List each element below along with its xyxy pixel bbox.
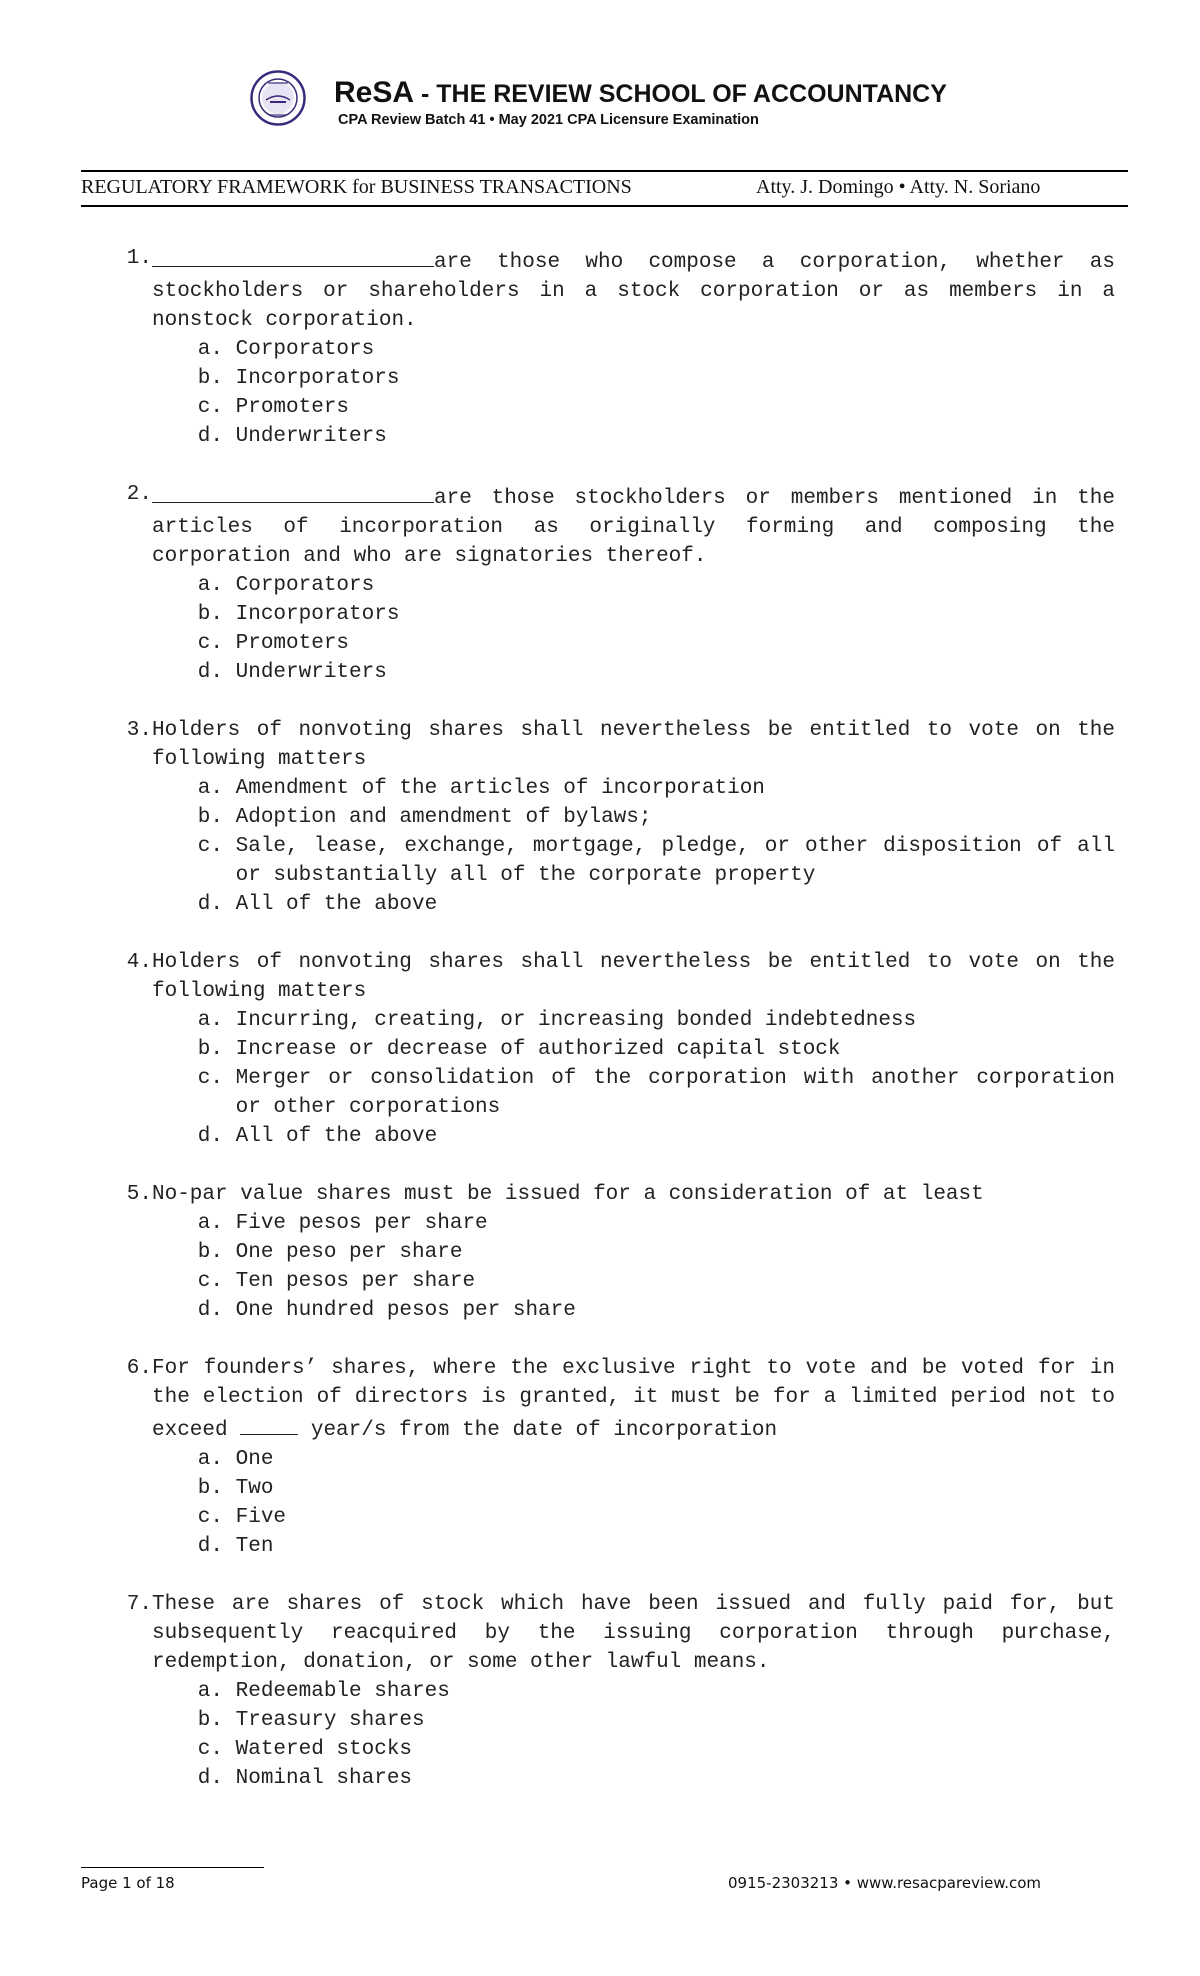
option <box>152 335 1115 364</box>
subject-title: REGULATORY FRAMEWORK for BUSINESS TRANSACTIONS <box>81 176 632 198</box>
option-letter: a. <box>197 1009 223 1032</box>
question-number: 5. <box>126 1183 152 1206</box>
option-letter: d. <box>197 1767 223 1790</box>
footer-rule <box>81 1867 264 1868</box>
option <box>152 1064 1115 1122</box>
option-letter: d. <box>197 1125 223 1148</box>
question-text-after-blank: year/s from the date of incorporation <box>310 1419 778 1442</box>
option-text: Two <box>235 1477 274 1500</box>
option-letter: d. <box>197 425 223 448</box>
option-text: Corporators <box>235 574 375 597</box>
option-text: Five <box>235 1506 287 1529</box>
answer-blank <box>152 480 434 503</box>
option <box>152 600 1115 629</box>
option-letter: d. <box>197 1535 223 1558</box>
question-text: Holders of nonvoting shares shall nevertheless be entitled to vote on the following matters <box>152 719 1115 771</box>
question-7 <box>110 1590 1115 1793</box>
option <box>152 1122 1115 1151</box>
option <box>152 393 1115 422</box>
option <box>152 658 1115 687</box>
option-text: Incorporators <box>235 367 400 390</box>
option-text: One peso per share <box>235 1241 463 1264</box>
option-text: Ten <box>235 1535 274 1558</box>
option-letter: b. <box>197 367 223 390</box>
question-3 <box>110 716 1115 919</box>
question-text: These are shares of stock which have been issued and fully paid for, but subsequently reacquired by the issuing corporation through purchase, redemption, donation, or some other lawful means. <box>152 1593 1115 1674</box>
question-text: No-par value shares must be issued for a consideration of at least <box>152 1183 984 1206</box>
question-text-content: are those who compose a corporation, whether as stockholders or shareholders in a stock corporation or as members in a nonstock corporation. <box>152 251 1115 332</box>
option-letter: c. <box>197 1067 223 1090</box>
question-number: 3. <box>126 719 152 742</box>
question-text-before-blank: For founders’ shares, where the exclusive right to vote and be voted for in the election of directors is granted, it must be for a limited period not to exceed <box>152 1357 1115 1442</box>
question-number: 4. <box>126 951 152 974</box>
question-number: 6. <box>126 1357 152 1380</box>
option <box>152 1532 1115 1561</box>
option <box>152 803 1115 832</box>
lecturers: Atty. J. Domingo • Atty. N. Soriano <box>756 176 1041 198</box>
option <box>152 1209 1115 1238</box>
question-2 <box>110 480 1115 687</box>
option-letter: a. <box>197 1212 223 1235</box>
option-letter: c. <box>197 835 223 858</box>
question-text-content: are those stockholders or members mentioned in the articles of incorporation as originally forming and composing the corporation and who are signatories thereof. <box>152 487 1115 568</box>
option-text: Five pesos per share <box>235 1212 488 1235</box>
option <box>152 1035 1115 1064</box>
footer-contact: 0915-2303213 • www.resacpareview.com <box>728 1874 1042 1892</box>
option <box>152 1474 1115 1503</box>
question-number: 2. <box>126 483 152 506</box>
header-top-rule <box>81 170 1128 172</box>
option <box>152 1503 1115 1532</box>
option-text: One <box>235 1448 274 1471</box>
option-letter: c. <box>197 1738 223 1761</box>
option-letter: b. <box>197 1038 223 1061</box>
option <box>152 1238 1115 1267</box>
question-text: Holders of nonvoting shares shall nevertheless be entitled to vote on the following matters <box>152 951 1115 1003</box>
option-text: All of the above <box>235 893 438 916</box>
question-text <box>152 480 1115 571</box>
option-text: Incurring, creating, or increasing bonded indebtedness <box>235 1009 917 1032</box>
option-text: Incorporators <box>235 603 400 626</box>
option-letter: d. <box>197 1299 223 1322</box>
question-1 <box>110 244 1115 451</box>
option-text: Increase or decrease of authorized capital stock <box>235 1038 841 1061</box>
option-text: Amendment of the articles of incorporation <box>235 777 765 800</box>
option-text: Redeemable shares <box>235 1680 450 1703</box>
option-text: Promoters <box>235 396 350 419</box>
option <box>152 1735 1115 1764</box>
option-letter: c. <box>197 1270 223 1293</box>
option-letter: a. <box>197 777 223 800</box>
option-letter: a. <box>197 338 223 361</box>
option <box>152 1764 1115 1793</box>
option <box>152 1677 1115 1706</box>
option-text: Merger or consolidation of the corporation with another corporation or other corporations <box>235 1067 1115 1119</box>
option <box>152 1006 1115 1035</box>
option-letter: b. <box>197 1709 223 1732</box>
question-text <box>152 1354 1115 1445</box>
option-text: Sale, lease, exchange, mortgage, pledge, or other disposition of all or substantially all of the corporate property <box>235 835 1115 887</box>
option-letter: c. <box>197 1506 223 1529</box>
option-letter: a. <box>197 574 223 597</box>
option-text: Underwriters <box>235 661 387 684</box>
option-text: Watered stocks <box>235 1738 413 1761</box>
answer-blank <box>240 1412 298 1435</box>
header-bottom-rule <box>81 205 1128 207</box>
resa-seal-logo-icon <box>250 70 306 126</box>
option-letter: b. <box>197 603 223 626</box>
question-6 <box>110 1354 1115 1561</box>
option-letter: c. <box>197 396 223 419</box>
option <box>152 422 1115 451</box>
option <box>152 832 1115 890</box>
question-list <box>110 244 1115 1822</box>
answer-blank <box>152 244 434 267</box>
question-text <box>152 244 1115 335</box>
question-number: 7. <box>126 1593 152 1616</box>
option-text: Underwriters <box>235 425 387 448</box>
brand-name: THE REVIEW SCHOOL OF ACCOUNTANCY <box>436 80 947 108</box>
page-number: Page 1 of 18 <box>81 1874 175 1892</box>
option-letter: b. <box>197 1241 223 1264</box>
option-letter: a. <box>197 1680 223 1703</box>
option-text: Ten pesos per share <box>235 1270 476 1293</box>
question-5 <box>110 1180 1115 1325</box>
option <box>152 629 1115 658</box>
option-letter: b. <box>197 1477 223 1500</box>
question-4 <box>110 948 1115 1151</box>
brand-subtitle: CPA Review Batch 41 • May 2021 CPA Licensure Examination <box>338 112 759 128</box>
option-letter: a. <box>197 1448 223 1471</box>
option-text: One hundred pesos per share <box>235 1299 576 1322</box>
option-letter: b. <box>197 806 223 829</box>
option <box>152 1445 1115 1474</box>
option-text: Corporators <box>235 338 375 361</box>
question-number: 1. <box>126 247 152 270</box>
option-letter: c. <box>197 632 223 655</box>
option-letter: d. <box>197 893 223 916</box>
option-text: Nominal shares <box>235 1767 413 1790</box>
option-letter: d. <box>197 661 223 684</box>
option-text: Adoption and amendment of bylaws; <box>235 806 652 829</box>
brand-prefix: ReSA <box>334 76 415 109</box>
option <box>152 1296 1115 1325</box>
option-text: All of the above <box>235 1125 438 1148</box>
option <box>152 571 1115 600</box>
option <box>152 1267 1115 1296</box>
brand-title <box>334 76 947 110</box>
brand-separator: - <box>414 80 437 108</box>
option-text: Promoters <box>235 632 350 655</box>
option-text: Treasury shares <box>235 1709 425 1732</box>
option <box>152 890 1115 919</box>
option <box>152 774 1115 803</box>
option <box>152 364 1115 393</box>
option <box>152 1706 1115 1735</box>
